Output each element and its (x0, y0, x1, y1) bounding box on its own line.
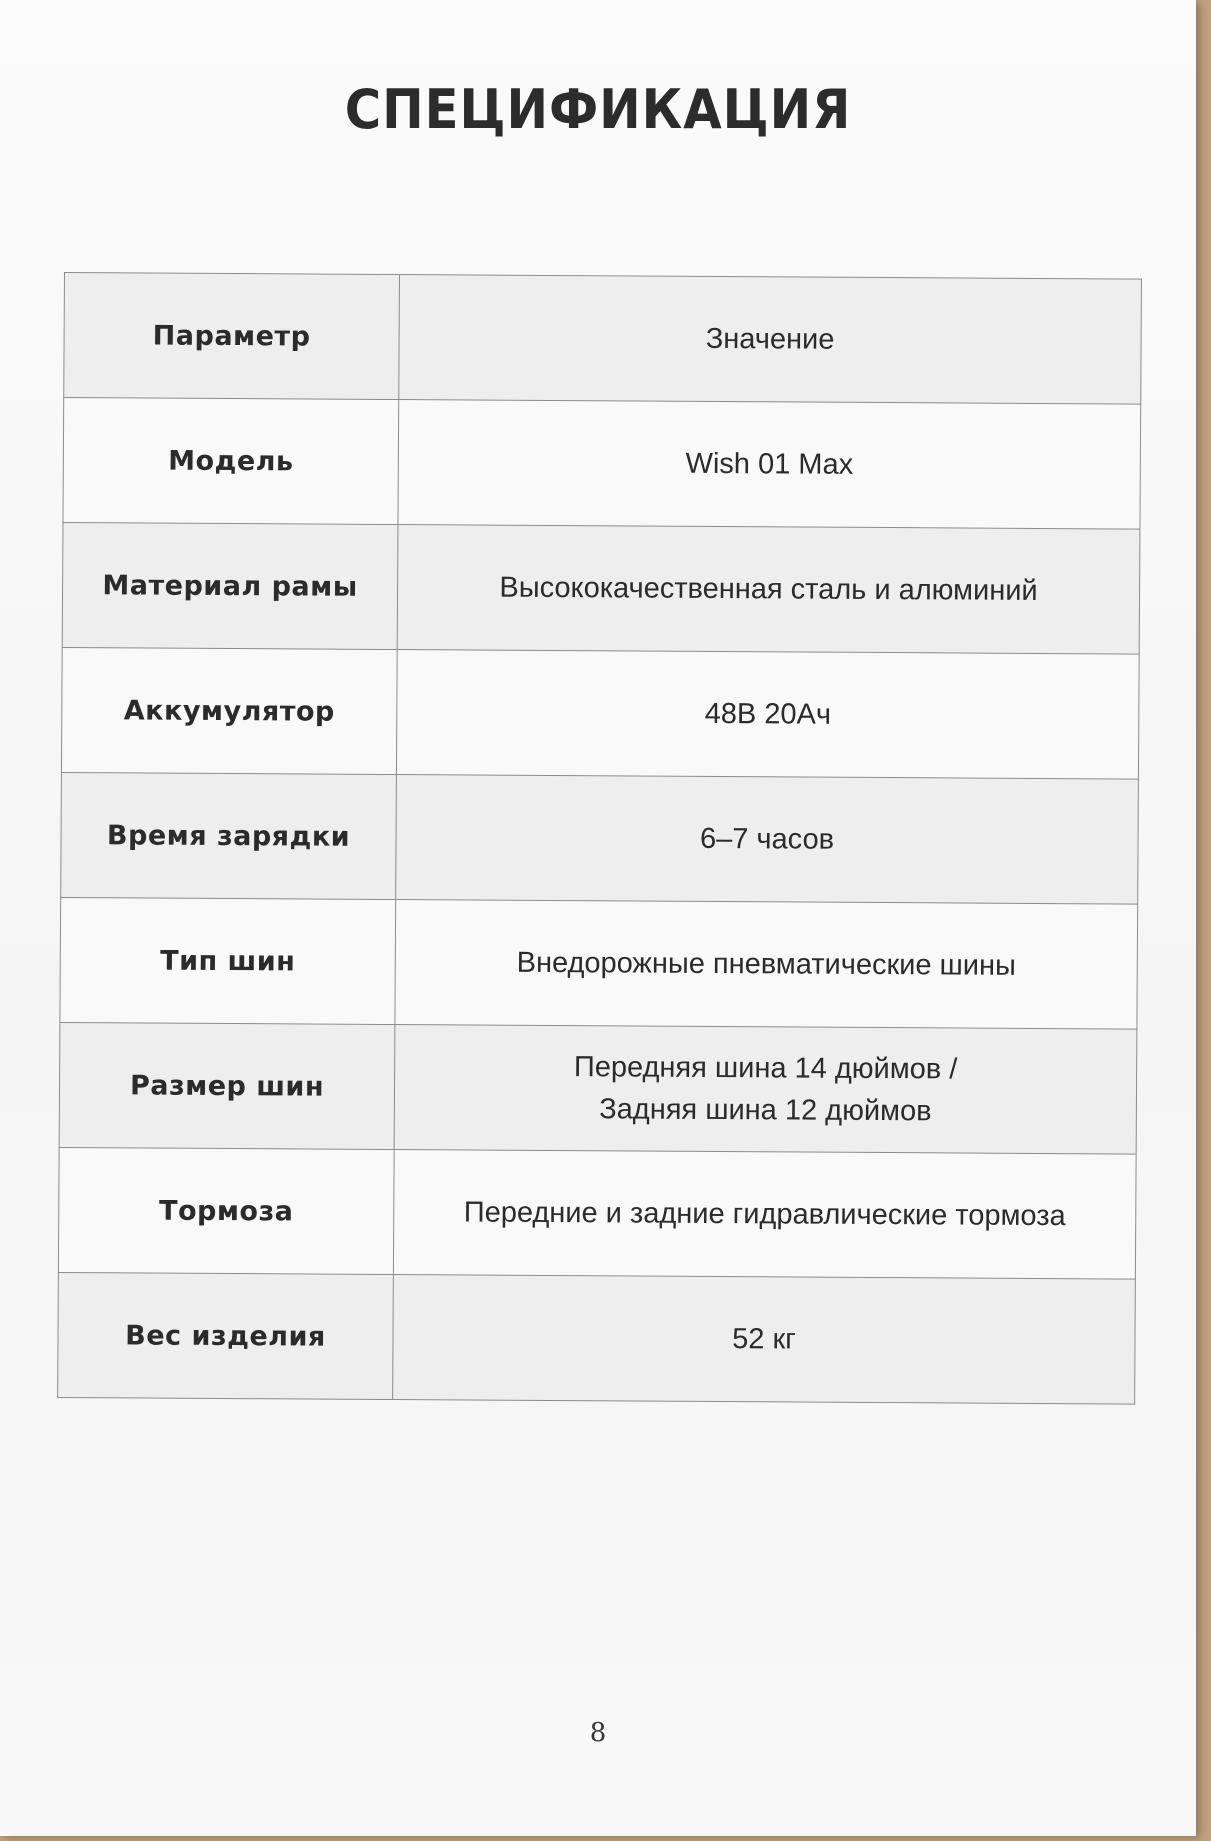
table-row (62, 522, 1140, 654)
table-row (59, 1022, 1137, 1154)
param-cell-frame-material: Материал рамы (62, 522, 398, 649)
tire-size-front-line: Передняя шина 14 дюймов / (573, 1051, 958, 1086)
header-param-cell: Параметр (64, 273, 400, 400)
table-row (63, 398, 1141, 530)
table-header-row (64, 273, 1142, 405)
table-row (60, 897, 1138, 1029)
value-cell-weight: 52 кг (393, 1275, 1136, 1405)
tire-size-rear-line: Задняя шина 12 дюймов (599, 1093, 932, 1128)
page-number: 8 (589, 1718, 607, 1748)
param-cell-brakes: Тормоза (58, 1147, 394, 1274)
value-cell-brakes: Передние и задние гидравлические тормоза (393, 1150, 1136, 1280)
value-cell-frame-material: Высококачественная сталь и алюминий (397, 525, 1140, 655)
table-row (61, 772, 1139, 904)
header-value-cell: Значение (399, 275, 1142, 405)
param-cell-tire-type: Тип шин (60, 897, 396, 1024)
value-cell-tire-size (394, 1025, 1137, 1155)
param-cell-weight: Вес изделия (58, 1272, 394, 1399)
param-cell-tire-size: Размер шин (59, 1022, 395, 1149)
value-cell-battery: 48В 20Ач (396, 650, 1139, 780)
table-row (58, 1147, 1136, 1279)
value-cell-model: Wish 01 Max (398, 400, 1141, 530)
param-cell-model: Модель (63, 398, 399, 525)
value-cell-tire-type: Внедорожные пневматические шины (395, 900, 1138, 1030)
table-row (58, 1272, 1136, 1404)
page-title: СПЕЦИФИКАЦИЯ (344, 78, 852, 141)
specification-table (57, 272, 1142, 1405)
value-cell-charging-time: 6–7 часов (396, 775, 1139, 905)
table-row (61, 647, 1139, 779)
param-cell-charging-time: Время зарядки (61, 772, 397, 899)
param-cell-battery: Аккумулятор (61, 647, 397, 774)
